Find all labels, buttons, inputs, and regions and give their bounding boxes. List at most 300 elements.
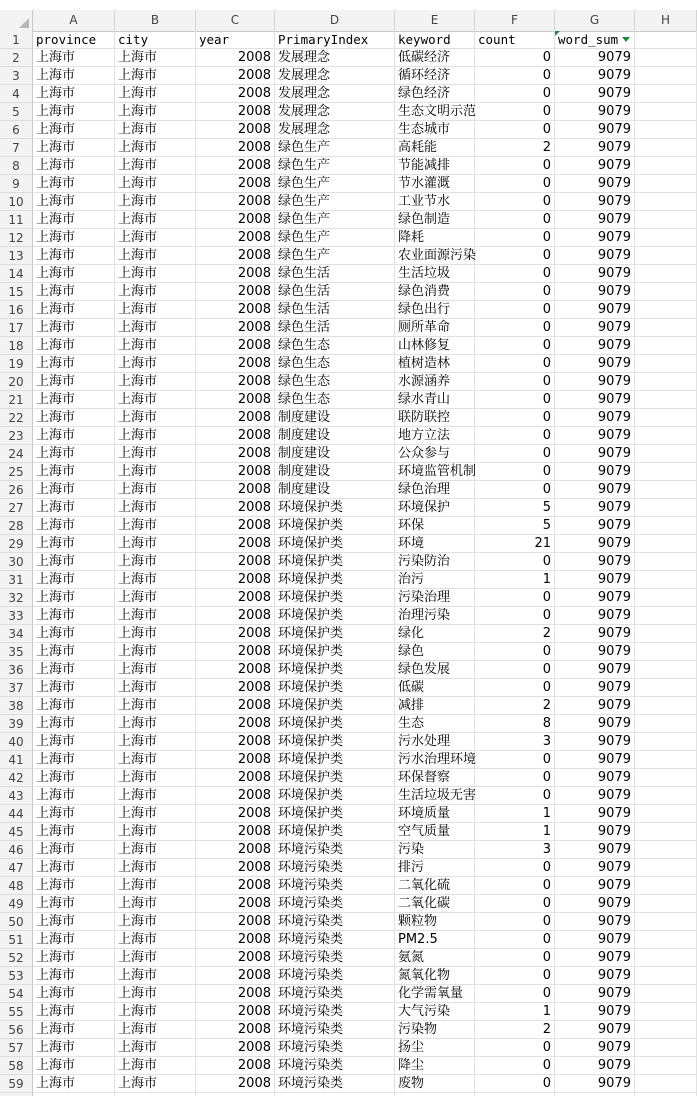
cell-empty[interactable] <box>635 103 697 121</box>
cell-year[interactable]: 2008 <box>196 103 275 121</box>
cell-empty[interactable] <box>635 247 697 265</box>
cell-keyword[interactable]: 环境 <box>395 535 475 553</box>
cell-count[interactable]: 2 <box>475 625 555 643</box>
cell-year[interactable]: 2008 <box>196 697 275 715</box>
cell-province[interactable]: 上海市 <box>33 859 115 877</box>
cell-city[interactable]: 上海市 <box>115 931 196 949</box>
cell-keyword[interactable]: 治理污染 <box>395 607 475 625</box>
row-number[interactable]: 42 <box>0 769 33 787</box>
cell-province[interactable]: 上海市 <box>33 229 115 247</box>
cell-year[interactable]: 2008 <box>196 823 275 841</box>
cell-word_sum[interactable]: 9079 <box>555 877 635 895</box>
cell-word_sum[interactable]: 9079 <box>555 913 635 931</box>
cell-count[interactable]: 0 <box>475 409 555 427</box>
cell-empty[interactable] <box>635 715 697 733</box>
cell-year[interactable]: 2008 <box>196 535 275 553</box>
cell-city[interactable]: 上海市 <box>115 949 196 967</box>
row-number[interactable]: 5 <box>0 103 33 121</box>
cell-empty[interactable] <box>635 175 697 193</box>
cell-keyword[interactable]: 绿色经济 <box>395 85 475 103</box>
cell-province[interactable]: 上海市 <box>33 1075 115 1093</box>
row-number[interactable]: 14 <box>0 265 33 283</box>
cell-keyword[interactable]: 水源涵养 <box>395 373 475 391</box>
cell-empty[interactable] <box>635 913 697 931</box>
row-number[interactable]: 58 <box>0 1057 33 1075</box>
cell-empty[interactable] <box>635 481 697 499</box>
cell-empty[interactable] <box>635 661 697 679</box>
cell-province[interactable]: 上海市 <box>33 895 115 913</box>
cell-word_sum[interactable]: 9079 <box>555 715 635 733</box>
cell-count[interactable]: 2 <box>475 1021 555 1039</box>
filter-dropdown-icon[interactable] <box>622 37 630 42</box>
cell-word_sum[interactable]: 9079 <box>555 553 635 571</box>
cell-keyword[interactable]: 治污 <box>395 571 475 589</box>
cell-city[interactable]: 上海市 <box>115 355 196 373</box>
cell-word_sum[interactable]: 9079 <box>555 1039 635 1057</box>
cell-count[interactable]: 0 <box>475 229 555 247</box>
cell-province[interactable]: 上海市 <box>33 247 115 265</box>
cell-word_sum[interactable]: 9079 <box>555 1075 635 1093</box>
cell-count[interactable]: 0 <box>475 283 555 301</box>
cell-count[interactable]: 0 <box>475 985 555 1003</box>
cell-keyword[interactable]: 绿化 <box>395 625 475 643</box>
cell-primaryindex[interactable]: 制度建设 <box>275 445 395 463</box>
header-cell-count[interactable]: count <box>475 31 555 49</box>
cell-city[interactable]: 上海市 <box>115 661 196 679</box>
cell-city[interactable]: 上海市 <box>115 535 196 553</box>
cell-province[interactable]: 上海市 <box>33 607 115 625</box>
header-cell-city[interactable]: city <box>115 31 196 49</box>
cell-count[interactable]: 0 <box>475 391 555 409</box>
cell-count[interactable]: 0 <box>475 337 555 355</box>
cell-province[interactable]: 上海市 <box>33 1021 115 1039</box>
cell-province[interactable]: 上海市 <box>33 931 115 949</box>
cell-keyword[interactable]: 低碳 <box>395 679 475 697</box>
row-number[interactable]: 45 <box>0 823 33 841</box>
cell-province[interactable]: 上海市 <box>33 175 115 193</box>
cell-primaryindex[interactable]: 绿色生产 <box>275 193 395 211</box>
cell-province[interactable]: 上海市 <box>33 319 115 337</box>
cell-word_sum[interactable]: 9079 <box>555 679 635 697</box>
cell-city[interactable]: 上海市 <box>115 1003 196 1021</box>
cell-keyword[interactable]: 环境质量 <box>395 805 475 823</box>
row-number[interactable]: 1 <box>0 31 33 49</box>
cell-province[interactable]: 上海市 <box>33 877 115 895</box>
cell-primaryindex[interactable]: 制度建设 <box>275 409 395 427</box>
cell-count[interactable]: 0 <box>475 463 555 481</box>
cell-empty[interactable] <box>635 211 697 229</box>
cell-year[interactable]: 2008 <box>196 733 275 751</box>
header-cell-keyword[interactable]: keyword <box>395 31 475 49</box>
cell-city[interactable]: 上海市 <box>115 319 196 337</box>
cell-word_sum[interactable]: 9079 <box>555 175 635 193</box>
cell-year[interactable]: 2008 <box>196 751 275 769</box>
cell-year[interactable]: 2008 <box>196 913 275 931</box>
row-number[interactable]: 49 <box>0 895 33 913</box>
cell-year[interactable]: 2008 <box>196 643 275 661</box>
cell-primaryindex[interactable]: 绿色生态 <box>275 391 395 409</box>
column-header-g[interactable]: G <box>555 10 635 31</box>
cell-city[interactable]: 上海市 <box>115 517 196 535</box>
cell-province[interactable]: 上海市 <box>33 301 115 319</box>
cell-primaryindex[interactable]: 环境保护类 <box>275 733 395 751</box>
cell-province[interactable]: 上海市 <box>33 49 115 67</box>
column-header-d[interactable]: D <box>275 10 395 31</box>
row-number[interactable]: 57 <box>0 1039 33 1057</box>
cell-empty[interactable] <box>635 841 697 859</box>
cell-empty[interactable] <box>635 931 697 949</box>
cell-province[interactable]: 上海市 <box>33 715 115 733</box>
row-number[interactable]: 51 <box>0 931 33 949</box>
cell-primaryindex[interactable]: 绿色生态 <box>275 373 395 391</box>
cell-empty[interactable] <box>635 967 697 985</box>
row-number[interactable]: 11 <box>0 211 33 229</box>
cell-word_sum[interactable]: 9079 <box>555 607 635 625</box>
cell-count[interactable]: 0 <box>475 895 555 913</box>
cell-empty[interactable] <box>635 121 697 139</box>
cell-province[interactable]: 上海市 <box>33 1057 115 1075</box>
cell-word_sum[interactable]: 9079 <box>555 355 635 373</box>
cell-keyword[interactable]: 污水治理环境 <box>395 751 475 769</box>
column-header-e[interactable]: E <box>395 10 475 31</box>
cell-province[interactable]: 上海市 <box>33 661 115 679</box>
cell-primaryindex[interactable]: 环境保护类 <box>275 805 395 823</box>
cell-province[interactable]: 上海市 <box>33 265 115 283</box>
cell-keyword[interactable]: 大气污染 <box>395 1003 475 1021</box>
cell-city[interactable]: 上海市 <box>115 121 196 139</box>
cell-empty[interactable] <box>635 787 697 805</box>
cell-city[interactable]: 上海市 <box>115 805 196 823</box>
cell-primaryindex[interactable]: 环境污染类 <box>275 931 395 949</box>
cell-primaryindex[interactable]: 绿色生活 <box>275 265 395 283</box>
cell-primaryindex[interactable]: 绿色生产 <box>275 211 395 229</box>
cell-empty[interactable] <box>635 373 697 391</box>
cell-year[interactable]: 2008 <box>196 85 275 103</box>
cell-empty[interactable] <box>635 157 697 175</box>
row-number[interactable]: 25 <box>0 463 33 481</box>
cell-primaryindex[interactable]: 环境污染类 <box>275 913 395 931</box>
cell-primaryindex[interactable]: 环境保护类 <box>275 643 395 661</box>
cell-year[interactable]: 2008 <box>196 769 275 787</box>
cell-city[interactable]: 上海市 <box>115 625 196 643</box>
cell-province[interactable]: 上海市 <box>33 1003 115 1021</box>
cell-primaryindex[interactable]: 绿色生活 <box>275 301 395 319</box>
cell-city[interactable]: 上海市 <box>115 175 196 193</box>
cell-count[interactable]: 0 <box>475 427 555 445</box>
header-cell-province[interactable]: province <box>33 31 115 49</box>
cell-count[interactable]: 0 <box>475 373 555 391</box>
row-number[interactable]: 16 <box>0 301 33 319</box>
cell-keyword[interactable]: 绿色治理 <box>395 481 475 499</box>
cell-word_sum[interactable]: 9079 <box>555 319 635 337</box>
cell-province[interactable]: 上海市 <box>33 121 115 139</box>
cell-primaryindex[interactable]: 环境污染类 <box>275 1039 395 1057</box>
cell-word_sum[interactable]: 9079 <box>555 841 635 859</box>
cell-count[interactable]: 0 <box>475 319 555 337</box>
cell-word_sum[interactable]: 9079 <box>555 85 635 103</box>
cell-empty[interactable] <box>635 391 697 409</box>
row-number[interactable]: 41 <box>0 751 33 769</box>
cell-keyword[interactable]: 生活垃圾 <box>395 265 475 283</box>
cell-province[interactable]: 上海市 <box>33 481 115 499</box>
cell-year[interactable]: 2008 <box>196 445 275 463</box>
cell-keyword[interactable]: 环保督察 <box>395 769 475 787</box>
cell-year[interactable]: 2008 <box>196 265 275 283</box>
cell-empty[interactable] <box>635 859 697 877</box>
cell-keyword[interactable]: 颗粒物 <box>395 913 475 931</box>
row-number[interactable]: 3 <box>0 67 33 85</box>
cell-primaryindex[interactable]: 环境污染类 <box>275 1021 395 1039</box>
cell-province[interactable]: 上海市 <box>33 1039 115 1057</box>
cell-empty[interactable] <box>635 445 697 463</box>
cell-word_sum[interactable]: 9079 <box>555 697 635 715</box>
cell-city[interactable]: 上海市 <box>115 283 196 301</box>
cell-city[interactable]: 上海市 <box>115 481 196 499</box>
cell-keyword[interactable]: 污水处理 <box>395 733 475 751</box>
cell-word_sum[interactable]: 9079 <box>555 103 635 121</box>
cell-city[interactable]: 上海市 <box>115 445 196 463</box>
row-number[interactable]: 23 <box>0 427 33 445</box>
cell-city[interactable]: 上海市 <box>115 1021 196 1039</box>
cell-keyword[interactable]: 降尘 <box>395 1057 475 1075</box>
cell-word_sum[interactable]: 9079 <box>555 823 635 841</box>
cell-empty[interactable] <box>635 823 697 841</box>
cell-count[interactable]: 2 <box>475 139 555 157</box>
row-number[interactable]: 8 <box>0 157 33 175</box>
cell-city[interactable]: 上海市 <box>115 301 196 319</box>
cell-count[interactable]: 0 <box>475 121 555 139</box>
cell-province[interactable]: 上海市 <box>33 571 115 589</box>
cell-keyword[interactable]: 污染治理 <box>395 589 475 607</box>
cell-year[interactable]: 2008 <box>196 499 275 517</box>
cell-word_sum[interactable]: 9079 <box>555 571 635 589</box>
cell-city[interactable]: 上海市 <box>115 193 196 211</box>
cell-word_sum[interactable]: 9079 <box>555 67 635 85</box>
cell-primaryindex[interactable]: 发展理念 <box>275 103 395 121</box>
row-number[interactable]: 35 <box>0 643 33 661</box>
cell-count[interactable]: 3 <box>475 841 555 859</box>
cell-word_sum[interactable]: 9079 <box>555 895 635 913</box>
cell-keyword[interactable]: 环保 <box>395 517 475 535</box>
cell-year[interactable]: 2008 <box>196 49 275 67</box>
cell-keyword[interactable]: 环境监管机制 <box>395 463 475 481</box>
cell-primaryindex[interactable]: 发展理念 <box>275 49 395 67</box>
cell-province[interactable]: 上海市 <box>33 193 115 211</box>
cell-empty[interactable] <box>635 193 697 211</box>
cell-city[interactable]: 上海市 <box>115 499 196 517</box>
cell-city[interactable]: 上海市 <box>115 823 196 841</box>
cell-province[interactable]: 上海市 <box>33 157 115 175</box>
cell-empty[interactable] <box>635 769 697 787</box>
cell-province[interactable]: 上海市 <box>33 283 115 301</box>
cell-primaryindex[interactable]: 绿色生产 <box>275 229 395 247</box>
cell-year[interactable]: 2008 <box>196 661 275 679</box>
cell-city[interactable]: 上海市 <box>115 103 196 121</box>
cell-city[interactable]: 上海市 <box>115 49 196 67</box>
cell-year[interactable]: 2008 <box>196 121 275 139</box>
cell-year[interactable]: 2008 <box>196 1057 275 1075</box>
cell-word_sum[interactable]: 9079 <box>555 265 635 283</box>
row-number[interactable]: 17 <box>0 319 33 337</box>
cell-word_sum[interactable]: 9079 <box>555 283 635 301</box>
cell-count[interactable]: 0 <box>475 175 555 193</box>
cell-city[interactable]: 上海市 <box>115 211 196 229</box>
cell-count[interactable]: 0 <box>475 1039 555 1057</box>
cell-year[interactable]: 2008 <box>196 679 275 697</box>
cell-year[interactable]: 2008 <box>196 409 275 427</box>
row-number[interactable]: 27 <box>0 499 33 517</box>
cell-keyword[interactable]: 污染物 <box>395 1021 475 1039</box>
cell-year[interactable]: 2008 <box>196 1075 275 1093</box>
cell-empty[interactable] <box>635 877 697 895</box>
column-header-c[interactable]: C <box>196 10 275 31</box>
cell-word_sum[interactable]: 9079 <box>555 985 635 1003</box>
cell-primaryindex[interactable]: 环境污染类 <box>275 841 395 859</box>
cell-count[interactable]: 1 <box>475 1003 555 1021</box>
cell-primaryindex[interactable]: 绿色生产 <box>275 157 395 175</box>
cell-word_sum[interactable]: 9079 <box>555 787 635 805</box>
cell-province[interactable]: 上海市 <box>33 949 115 967</box>
cell-province[interactable]: 上海市 <box>33 337 115 355</box>
cell-primaryindex[interactable]: 制度建设 <box>275 427 395 445</box>
cell-word_sum[interactable]: 9079 <box>555 859 635 877</box>
cell-year[interactable]: 2008 <box>196 355 275 373</box>
cell-city[interactable]: 上海市 <box>115 373 196 391</box>
cell-word_sum[interactable]: 9079 <box>555 589 635 607</box>
row-number[interactable]: 12 <box>0 229 33 247</box>
cell-province[interactable]: 上海市 <box>33 553 115 571</box>
cell-year[interactable]: 2008 <box>196 157 275 175</box>
row-number[interactable]: 55 <box>0 1003 33 1021</box>
cell-year[interactable]: 2008 <box>196 391 275 409</box>
cell-city[interactable]: 上海市 <box>115 337 196 355</box>
cell-word_sum[interactable]: 9079 <box>555 427 635 445</box>
cell-count[interactable]: 5 <box>475 517 555 535</box>
cell-empty[interactable] <box>635 67 697 85</box>
cell-year[interactable]: 2008 <box>196 985 275 1003</box>
cell-city[interactable]: 上海市 <box>115 985 196 1003</box>
cell-count[interactable]: 0 <box>475 103 555 121</box>
cell-empty[interactable] <box>635 625 697 643</box>
cell-count[interactable]: 0 <box>475 661 555 679</box>
cell-province[interactable]: 上海市 <box>33 499 115 517</box>
row-number[interactable]: 28 <box>0 517 33 535</box>
cell-year[interactable]: 2008 <box>196 211 275 229</box>
cell-keyword[interactable]: 生态文明示范 <box>395 103 475 121</box>
cell-keyword[interactable]: 地方立法 <box>395 427 475 445</box>
cell-empty[interactable] <box>635 1003 697 1021</box>
cell-year[interactable]: 2008 <box>196 931 275 949</box>
cell-empty[interactable] <box>635 499 697 517</box>
cell-primaryindex[interactable]: 环境保护类 <box>275 661 395 679</box>
row-number[interactable]: 34 <box>0 625 33 643</box>
cell-keyword[interactable]: 绿色消费 <box>395 283 475 301</box>
cell-primaryindex[interactable]: 环境保护类 <box>275 553 395 571</box>
cell-city[interactable]: 上海市 <box>115 1075 196 1093</box>
cell-count[interactable]: 0 <box>475 247 555 265</box>
cell-count[interactable]: 0 <box>475 751 555 769</box>
cell-empty[interactable] <box>635 49 697 67</box>
cell-year[interactable]: 2008 <box>196 589 275 607</box>
cell-count[interactable]: 0 <box>475 67 555 85</box>
row-number[interactable]: 59 <box>0 1075 33 1093</box>
cell-city[interactable]: 上海市 <box>115 247 196 265</box>
cell-empty[interactable] <box>635 427 697 445</box>
cell-year[interactable]: 2008 <box>196 67 275 85</box>
cell-primaryindex[interactable]: 绿色生态 <box>275 337 395 355</box>
cell-year[interactable]: 2008 <box>196 283 275 301</box>
column-header-b[interactable]: B <box>115 10 196 31</box>
cell-count[interactable]: 0 <box>475 157 555 175</box>
cell-empty[interactable] <box>635 607 697 625</box>
cell-primaryindex[interactable]: 环境保护类 <box>275 679 395 697</box>
row-number[interactable]: 13 <box>0 247 33 265</box>
cell-year[interactable]: 2008 <box>196 787 275 805</box>
cell-keyword[interactable]: 化学需氧量 <box>395 985 475 1003</box>
cell-empty[interactable] <box>635 571 697 589</box>
cell-count[interactable]: 0 <box>475 607 555 625</box>
cell-keyword[interactable]: 氨氮 <box>395 949 475 967</box>
cell-province[interactable]: 上海市 <box>33 535 115 553</box>
row-number[interactable]: 53 <box>0 967 33 985</box>
column-header-f[interactable]: F <box>475 10 555 31</box>
cell-primaryindex[interactable]: 发展理念 <box>275 85 395 103</box>
cell-primaryindex[interactable]: 环境保护类 <box>275 517 395 535</box>
cell-primaryindex[interactable]: 环境保护类 <box>275 589 395 607</box>
row-number[interactable]: 40 <box>0 733 33 751</box>
cell-year[interactable]: 2008 <box>196 139 275 157</box>
row-number[interactable]: 50 <box>0 913 33 931</box>
cell-keyword[interactable]: 节水灌溉 <box>395 175 475 193</box>
cell-count[interactable]: 0 <box>475 193 555 211</box>
cell-province[interactable]: 上海市 <box>33 823 115 841</box>
cell-primaryindex[interactable]: 环境保护类 <box>275 751 395 769</box>
cell-count[interactable]: 21 <box>475 535 555 553</box>
cell-word_sum[interactable]: 9079 <box>555 157 635 175</box>
cell-empty[interactable] <box>635 409 697 427</box>
cell-keyword[interactable]: 植树造林 <box>395 355 475 373</box>
cell-province[interactable]: 上海市 <box>33 733 115 751</box>
cell-province[interactable]: 上海市 <box>33 985 115 1003</box>
cell-word_sum[interactable]: 9079 <box>555 229 635 247</box>
cell-count[interactable]: 0 <box>475 49 555 67</box>
column-header-h[interactable]: H <box>635 10 697 31</box>
cell-keyword[interactable]: 氮氧化物 <box>395 967 475 985</box>
cell-city[interactable]: 上海市 <box>115 733 196 751</box>
cell-empty[interactable] <box>635 517 697 535</box>
cell-empty[interactable] <box>635 265 697 283</box>
cell-empty[interactable] <box>635 1057 697 1075</box>
cell-word_sum[interactable]: 9079 <box>555 931 635 949</box>
cell-count[interactable]: 1 <box>475 805 555 823</box>
row-number[interactable]: 26 <box>0 481 33 499</box>
cell-word_sum[interactable]: 9079 <box>555 769 635 787</box>
cell-city[interactable]: 上海市 <box>115 571 196 589</box>
cell-keyword[interactable]: 降耗 <box>395 229 475 247</box>
cell-city[interactable]: 上海市 <box>115 643 196 661</box>
cell-empty[interactable] <box>635 355 697 373</box>
cell-year[interactable]: 2008 <box>196 337 275 355</box>
row-number[interactable]: 18 <box>0 337 33 355</box>
row-number[interactable]: 47 <box>0 859 33 877</box>
cell-empty[interactable] <box>635 139 697 157</box>
cell-keyword[interactable]: 生态城市 <box>395 121 475 139</box>
cell-keyword[interactable]: 农业面源污染 <box>395 247 475 265</box>
cell-keyword[interactable]: 排污 <box>395 859 475 877</box>
cell-word_sum[interactable]: 9079 <box>555 751 635 769</box>
cell-year[interactable]: 2008 <box>196 373 275 391</box>
cell-year[interactable]: 2008 <box>196 895 275 913</box>
